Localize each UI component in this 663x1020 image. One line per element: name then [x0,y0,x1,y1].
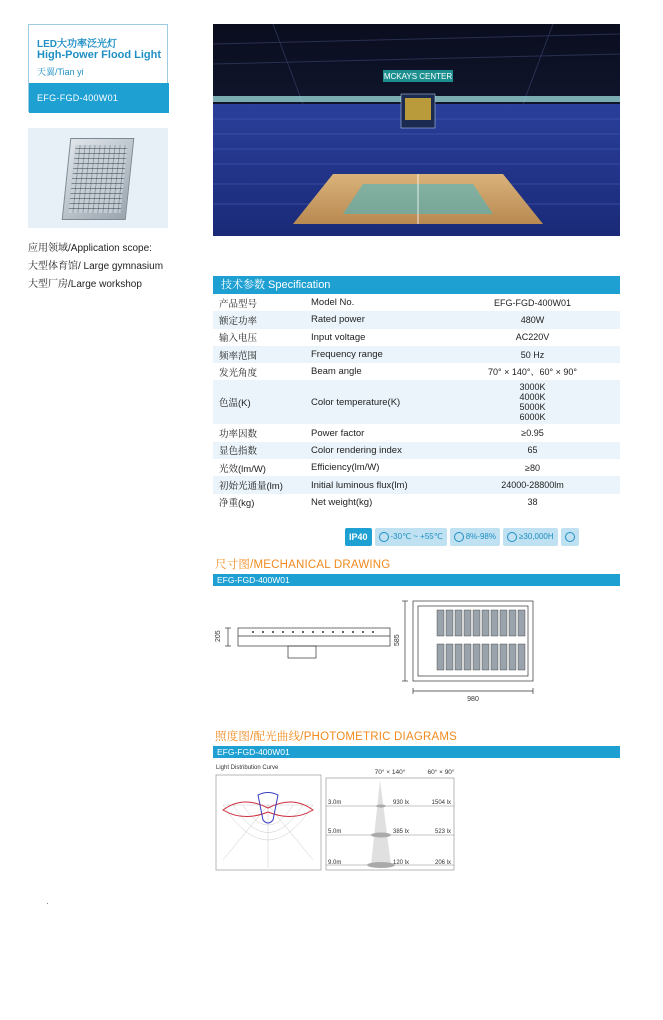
spec-title: 技术参数 Specification [213,276,620,294]
table-cell: 38 [445,494,620,511]
lux-b: 206 lx [434,860,451,866]
photometric-diagrams [213,760,620,875]
table-row [213,380,620,424]
table-cell: 65 [445,442,620,459]
table-cell: Efficiency(lm/W) [305,459,445,476]
floodlight-illustration [62,138,135,220]
lifespan-badge: ≥30,000H [503,528,558,546]
dim-height: 205 [215,630,222,642]
table-cell: ≥80 [445,459,620,476]
table-cell: 显色指数 [213,442,305,459]
table-cell: 额定功率 [213,311,305,328]
table-cell: 频率范围 [213,346,305,363]
lux-a: 120 lx [392,860,409,866]
table-cell: 3000K 4000K 5000K 6000K [445,380,620,424]
table-cell: Power factor [305,424,445,441]
spec-table [213,294,620,511]
col-b-header: 60° × 90° [427,769,455,776]
droplet-icon [454,532,464,542]
thermometer-icon [379,532,389,542]
scope-item: 大型体育馆/ Large gymnasium [28,261,164,272]
table-row [213,494,620,511]
table-cell: AC220V [445,329,620,346]
table-cell: Color temperature(K) [305,380,445,424]
temperature-badge: -30℃ ~ +55℃ [375,528,447,546]
feature-badges [345,528,579,546]
table-cell: 输入电压 [213,329,305,346]
table-cell: 功率因数 [213,424,305,441]
clock-icon [507,532,517,542]
table-row [213,442,620,459]
scope-heading: 应用领域/Application scope: [28,243,152,254]
table-cell: Model No. [305,294,445,311]
table-row [213,311,620,328]
model-bar: EFG-FGD-400W01 [29,83,169,113]
lux-b: 1504 lx [431,800,451,806]
table-row [213,459,620,476]
table-cell: Initial luminous flux(lm) [305,476,445,493]
curve-label: Light Distribution Curve [216,765,279,771]
table-row [213,346,620,363]
table-cell: 光效(lm/W) [213,459,305,476]
dist-label: 5.0m [328,829,342,835]
table-cell: 24000-28800lm [445,476,620,493]
table-cell: 发光角度 [213,363,305,380]
scope-item: 大型厂房/Large workshop [28,279,142,290]
table-cell: 产品型号 [213,294,305,311]
table-cell: EFG-FGD-400W01 [445,294,620,311]
product-title-box [28,24,168,112]
application-scope [28,240,163,294]
table-cell: 480W [445,311,620,328]
mechanical-model-bar: EFG-FGD-400W01 [213,574,620,586]
title-en: High-Power Flood Light [37,49,162,61]
table-row [213,294,620,311]
table-cell: Input voltage [305,329,445,346]
ip-rating-badge: IP40 [345,528,372,546]
table-row [213,424,620,441]
table-cell: 70° × 140°、60° × 90° [445,363,620,380]
lux-a: 930 lx [392,800,409,806]
product-image [28,128,168,228]
table-cell: 色温(K) [213,380,305,424]
table-row [213,476,620,493]
dist-label: 9.0m [328,860,342,866]
mechanical-title: 尺寸图/MECHANICAL DRAWING [215,559,391,571]
arena-photo [213,24,620,236]
table-cell: Frequency range [305,346,445,363]
col-a-header: 70° × 140° [374,769,406,776]
photometric-model-bar: EFG-FGD-400W01 [213,746,620,758]
table-cell: 初始光通量(lm) [213,476,305,493]
table-cell: 50 Hz [445,346,620,363]
mechanical-drawing [213,596,620,706]
stray-dot [47,903,48,904]
table-cell: Net weight(kg) [305,494,445,511]
table-cell: Color rendering index [305,442,445,459]
photometric-title: 照度图/配光曲线/PHOTOMETRIC DIAGRAMS [215,731,457,743]
table-cell: Rated power [305,311,445,328]
dim-width: 980 [467,696,479,703]
ground-icon [565,532,575,542]
lux-a: 385 lx [392,829,409,835]
arena-sign: MCKAYS CENTER [383,72,453,81]
table-row [213,329,620,346]
humidity-badge: 8%-98% [450,528,500,546]
table-cell: ≥0.95 [445,424,620,441]
brand-label: 天翼/Tian yi [37,67,84,77]
ground-badge [561,528,579,546]
table-row [213,363,620,380]
table-cell: Beam angle [305,363,445,380]
dim-depth: 585 [394,634,401,646]
lux-b: 523 lx [434,829,451,835]
dist-label: 3.0m [328,800,342,806]
title-cn: LED大功率泛光灯 [37,39,117,50]
table-cell: 净重(kg) [213,494,305,511]
